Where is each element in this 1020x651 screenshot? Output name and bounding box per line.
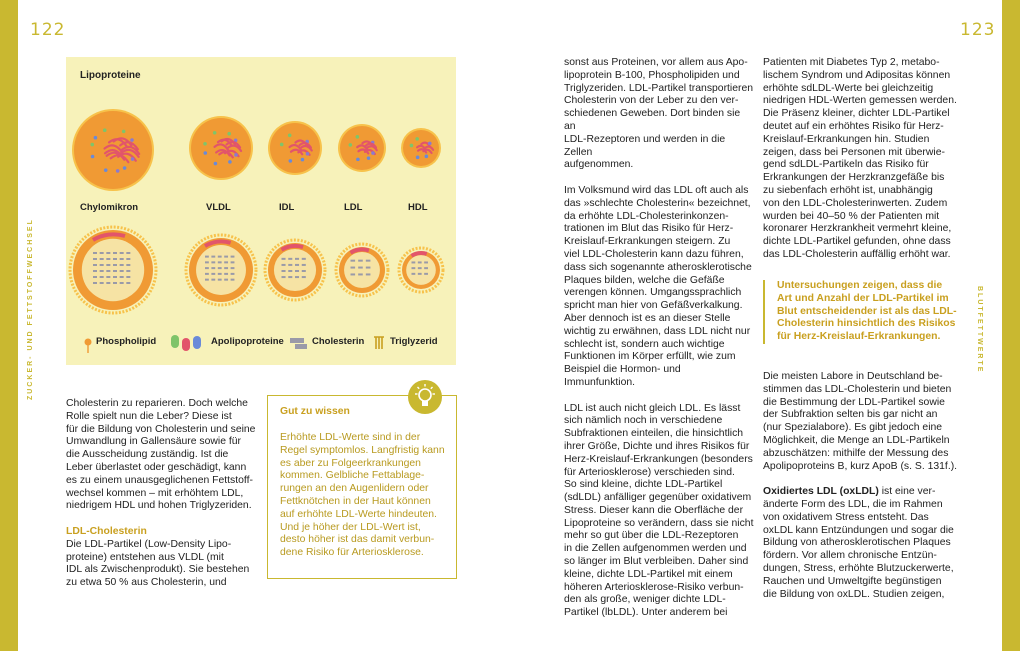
text-line: Kreislauf-Erkrankungen steigern. Zu — [564, 236, 731, 248]
cholesterol-icon — [295, 344, 307, 349]
text-line: niedrigen HDL-Werten gemessen werden. — [763, 95, 957, 107]
text-line: spricht man hier von Gefäßverkalkung. — [564, 300, 743, 312]
hdl-core — [406, 255, 436, 285]
text-line: schiedenen Geweben. Dort binden sie an — [564, 108, 741, 132]
text-line: lischem Syndrom und Adipositas können — [763, 69, 951, 81]
vldl-cholesterol — [211, 279, 215, 281]
chylomikron-cholesterol — [113, 270, 117, 272]
text-line: die Bildung von oxLDL. Studien zeigen, — [763, 588, 945, 600]
idl-surface-dot — [301, 158, 305, 162]
chylomikron-surface-dot — [130, 138, 134, 142]
hdl-cholesterol — [424, 273, 428, 275]
idl-cholesterol — [302, 264, 306, 266]
chylomikron-cholesterol — [126, 252, 130, 254]
chylomikron-cholesterol — [106, 276, 110, 278]
text-line: dichte LDL-Partikel gefunden, ohne dass — [763, 236, 951, 248]
chylomikron-cholesterol — [113, 282, 117, 284]
legend-apolipoproteine: Apolipoproteine — [211, 336, 284, 347]
idl-cholesterol — [282, 276, 286, 278]
column-2-text — [564, 57, 754, 620]
text-line: so länger im Blut verbleiben. Daher sind — [564, 556, 749, 568]
text-line: Möglichkeit, die Menge an LDL-Partikeln — [763, 434, 950, 446]
chylomikron-cholesterol — [106, 282, 110, 284]
triglyceride-icon — [374, 337, 384, 349]
chylomikron-cholesterol — [120, 258, 124, 260]
ldl-cholesterol — [351, 260, 356, 262]
text-line: Aber dennoch ist es an dieser Stelle — [564, 312, 731, 324]
vldl-cholesterol — [224, 273, 228, 275]
vldl-cholesterol — [231, 261, 235, 263]
figure-title: Lipoproteine — [80, 70, 141, 81]
vldl-cholesterol — [205, 279, 209, 281]
text-line: Rolle spielt nun die Leber? Diese ist — [66, 410, 232, 422]
text-line: proteine) entstehen aus VLDL (mit — [66, 551, 224, 563]
text-line: Blut entscheidender ist als das LDL- — [777, 305, 957, 317]
chylomikron-cholesterol — [93, 264, 97, 266]
vldl-cholesterol — [211, 267, 215, 269]
text-line: stimmen das LDL-Cholesterin und bieten — [763, 383, 952, 395]
text-line: zeigen, dass bei Personen mit überwie- — [763, 146, 945, 158]
text-line: (sdLDL) anfälliger gegenüber oxidativem — [564, 492, 752, 504]
chylomikron-cholesterol — [93, 252, 97, 254]
apolipoprotein-icon — [193, 336, 201, 349]
info-box-line: Und je höher der LDL-Wert ist, — [280, 521, 421, 533]
legend-cholesterin: Cholesterin — [312, 336, 365, 347]
text-line: Triglyzeriden. LDL-Partikel transportieren — [564, 82, 754, 94]
text-line: IDL als Zwischenprodukt). Sie bestehen — [66, 564, 250, 576]
hdl-surface-dot — [425, 155, 429, 159]
left-section-label: ZUCKER- UND FETTSTOFFWECHSEL — [27, 218, 34, 400]
chylomikron-surface-dot — [122, 130, 126, 134]
hdl-surface-dot — [428, 142, 432, 146]
ldl-surface-dot — [356, 135, 360, 139]
ldl-cholesterin-heading: LDL-Cholesterin — [66, 525, 147, 537]
text-line: Beispiel die Hormon- und Immunfunktion. — [564, 364, 681, 388]
idl-cholesterol — [282, 264, 286, 266]
vldl-cholesterol — [224, 256, 228, 258]
text-line: gend sdLDL-Partikeln das Risiko für — [763, 159, 929, 171]
idl-cholesterol — [288, 264, 292, 266]
column-1-text — [66, 398, 256, 590]
vldl-cholesterol — [231, 256, 235, 258]
hdl-cholesterol — [424, 267, 428, 269]
idl-surface-dot — [288, 134, 292, 138]
chylomikron-cholesterol — [120, 276, 124, 278]
idl-cholesterol — [295, 276, 299, 278]
vldl-cholesterol — [231, 279, 235, 281]
vldl-cholesterol — [205, 273, 209, 275]
chylomikron-cholesterol — [120, 252, 124, 254]
chylomikron-cholesterol — [100, 282, 104, 284]
vldl-cholesterol — [218, 273, 222, 275]
ldl-surface-dot — [367, 156, 371, 160]
text-line: Kreislauf-Erkrankungen hin. Studien — [763, 133, 930, 145]
label-ldl: LDL — [344, 202, 363, 213]
text-line: (nur Spezialabore). Es gibt jedoch eine — [763, 422, 943, 434]
hdl-surface-dot — [415, 137, 419, 141]
text-line: So sind kleine, dichte LDL-Partikel — [564, 479, 723, 491]
vldl-surface-dot — [234, 153, 238, 157]
vldl-cholesterol — [205, 267, 209, 269]
text-line: Herz-Kreislauf-Erkrankungen (besonders — [564, 453, 753, 465]
text-line: sonst aus Proteinen, vor allem aus Apo- — [564, 57, 748, 68]
text-line: in die Zellen aufgenommen werden und — [564, 543, 747, 555]
info-box — [267, 395, 457, 579]
chylomikron-cholesterol — [120, 270, 124, 272]
ldl-cholesterol — [351, 273, 356, 275]
text-line: lipoprotein B-100, Phospholipiden und — [564, 69, 740, 81]
phospholipid-icon — [85, 339, 92, 346]
right-color-bar — [1002, 0, 1020, 651]
text-line: änderte Form des LDL, die im Rahmen — [763, 498, 943, 510]
chylomikron-cholesterol — [106, 258, 110, 260]
text-line: für die Bildung von Cholesterin und seine — [66, 423, 256, 435]
ldl-core — [344, 252, 380, 288]
chylomikron-cholesterol — [120, 264, 124, 266]
right-page-number: 123 — [960, 20, 996, 40]
chylomikron-surface-dot — [131, 157, 135, 161]
text-line: die Bestimmung der LDL-Partikel sowie — [763, 396, 945, 408]
idl-surface-dot — [306, 152, 310, 156]
ldl-cholesterol — [358, 273, 363, 275]
vldl-cholesterol — [224, 279, 228, 281]
label-vldl: VLDL — [206, 202, 231, 213]
text-line: das LDL-Cholesterin auffällig erhöht war. — [763, 248, 951, 260]
idl-outer-particle — [270, 123, 320, 173]
idl-cholesterol — [295, 258, 299, 260]
ldl-cholesterol — [351, 267, 356, 269]
text-line: Cholesterin zu reparieren. Doch welche — [66, 398, 248, 409]
oxldl-paragraph-start — [763, 486, 963, 499]
chylomikron-surface-dot — [91, 155, 95, 159]
text-line: Apolipoproteins B, kurz ApoB (s. S. 131f.). — [763, 460, 958, 472]
pull-quote — [763, 280, 977, 344]
col3a-paragraph — [763, 57, 963, 262]
info-box-line: desto höher ist das damit verbun- — [280, 534, 435, 546]
legend-phospholipid: Phospholipid — [96, 336, 157, 347]
oxldl-heading-rest: ist eine ver- — [878, 486, 936, 498]
label-idl: IDL — [279, 202, 295, 213]
text-line: der Subfraktion selten bis gar nicht an — [763, 409, 938, 421]
column-3-text — [763, 57, 963, 262]
text-line: erhöhte sdLDL-Werte bei gleichzeitig — [763, 82, 934, 94]
text-line: schlecht ist, sondern auch wichtige — [564, 338, 725, 350]
chylomikron-cholesterol — [126, 258, 130, 260]
apolipoprotein-icon — [182, 338, 190, 351]
vldl-cholesterol — [205, 256, 209, 258]
vldl-cholesterol — [231, 267, 235, 269]
chylomikron-cholesterol — [126, 276, 130, 278]
text-line: dass sich sogenannte atherosklerotische — [564, 261, 752, 273]
chylomikron-cholesterol — [106, 270, 110, 272]
chylomikron-surface-dot — [103, 128, 107, 132]
info-box-body — [280, 432, 450, 560]
ldl-surface-dot — [349, 143, 353, 147]
text-line: Lipoproteine so verändern, dass sie nicht — [564, 517, 754, 529]
hdl-cholesterol — [418, 273, 422, 275]
vldl-outer-particle — [191, 118, 251, 178]
text-line: wichtig zu erwähnen, dass LDL nicht nur — [564, 325, 751, 337]
idl-surface-dot — [289, 159, 293, 163]
text-line: ihrer Größe, Dichte und ihres Risikos für — [564, 440, 750, 452]
text-line: kleine, dichte LDL-Partikel mit einem — [564, 568, 733, 580]
text-line: fördern. Vor allem chronische Entzün- — [763, 550, 937, 562]
col3c-paragraph — [763, 499, 963, 601]
vldl-cholesterol — [211, 273, 215, 275]
vldl-cholesterol — [231, 273, 235, 275]
info-box-line: Regel symptomlos. Langfristig kann — [280, 444, 445, 456]
text-line: Art und Anzahl der LDL-Partikel im — [777, 292, 949, 304]
legend-triglyzerid: Triglyzerid — [390, 336, 438, 347]
chylomikron-cholesterol — [113, 258, 117, 260]
ldl-outer-particle — [340, 126, 384, 170]
chylomikron-cholesterol — [100, 276, 104, 278]
ldl-cholesterol — [366, 267, 371, 269]
chylomikron-cholesterol — [113, 264, 117, 266]
vldl-surface-dot — [203, 142, 207, 146]
text-line: wechsel kommen – mit erhöhtem LDL, — [66, 487, 244, 499]
text-line: deutet auf ein erhöhtes Risiko für Herz- — [763, 120, 944, 132]
info-box-title: Gut zu wissen — [280, 406, 350, 417]
text-line: viel LDL-Cholesterin kann dazu führen, — [564, 248, 744, 260]
text-line: für Arteriosklerose) verschieden sind. — [564, 466, 735, 478]
hdl-cholesterol — [412, 261, 416, 263]
vldl-cholesterol — [218, 261, 222, 263]
text-line: sich nämlich noch in verschiedene — [564, 415, 723, 427]
vldl-cholesterol — [211, 256, 215, 258]
left-page-number: 122 — [30, 20, 66, 40]
chylomikron-surface-dot — [90, 143, 94, 147]
chylomikron-cholesterol — [113, 252, 117, 254]
chylomikron-cholesterol — [100, 258, 104, 260]
info-box-line: Erhöhte LDL-Werte sind in der — [280, 432, 421, 443]
chylomikron-cholesterol — [113, 276, 117, 278]
vldl-cholesterol — [224, 261, 228, 263]
text-line: die Ausscheidung zuständig. Ist die — [66, 449, 229, 461]
text-line: Bildung von atherosklerotischen Plaques — [763, 537, 951, 549]
chylomikron-cholesterol — [106, 264, 110, 266]
hdl-surface-dot — [416, 156, 420, 160]
ldl-cholesterol — [366, 273, 371, 275]
info-box-line: es aber zu Folgeerkrankungen — [280, 457, 421, 469]
ldl-cholesterol — [358, 260, 363, 262]
text-line: höheren Arteriosklerose-Risiko verbun- — [564, 581, 744, 593]
text-line: Rauchen und Umweltgifte begünstigen — [763, 575, 942, 587]
column-3-lower-text — [763, 371, 963, 601]
text-line: den als große, weniger dichte LDL- — [564, 594, 726, 606]
ldl-surface-dot — [371, 151, 375, 155]
text-line: Patienten mit Diabetes Typ 2, metabo- — [763, 57, 940, 68]
vldl-cholesterol — [211, 261, 215, 263]
text-line: Funktionen im Körper erfüllt, wie zum — [564, 351, 736, 363]
idl-cholesterol — [295, 264, 299, 266]
vldl-cholesterol — [218, 267, 222, 269]
vldl-surface-dot — [214, 162, 218, 166]
lipoprotein-figure — [66, 57, 456, 365]
text-line: Leber überlastet oder geschädigt, kann — [66, 461, 247, 473]
vldl-cholesterol — [205, 261, 209, 263]
text-line: zu etwa 50 % aus Cholesterin, und — [66, 577, 227, 589]
label-chylomikron: Chylomikron — [80, 202, 139, 213]
text-line: von den LDL-Cholesterinwerten. Zudem — [763, 197, 948, 209]
hdl-cholesterol — [412, 267, 416, 269]
info-box-line: dene Risiko für Arteriosklerose. — [280, 547, 424, 559]
text-line: niedrigem HDL und hohen Triglyzeriden. — [66, 500, 252, 512]
oxldl-heading: Oxidiertes LDL (oxLDL) — [763, 486, 879, 498]
ldl-cholesterol — [366, 260, 371, 262]
text-line: Partikel (lbLDL). Unter anderem bei — [564, 607, 728, 619]
text-line: Plaques bilden, welche die Gefäße — [564, 274, 725, 286]
info-box-line: rungen an den Augenlidern oder — [280, 483, 429, 495]
info-box-line: kommen. Gelbliche Fettablage- — [280, 470, 425, 482]
info-box-line: auf erhöhte LDL-Werte hindeuten. — [280, 508, 437, 520]
idl-cholesterol — [288, 270, 292, 272]
idl-cholesterol — [282, 258, 286, 260]
text-line: Im Volksmund wird das LDL oft auch als — [564, 184, 749, 196]
hdl-cholesterol — [412, 273, 416, 275]
text-line: trationen im Blut das Risiko für Herz- — [564, 223, 734, 235]
chylomikron-cholesterol — [126, 270, 130, 272]
text-line: verengen können. Umgangssprachlich — [564, 287, 742, 299]
cholesterol-icon — [290, 338, 304, 343]
vldl-core — [196, 245, 246, 295]
text-line: oxLDL kann Entzündungen und sogar die — [763, 524, 954, 536]
info-box-line: Fettknötchen in der Haut können — [280, 495, 431, 507]
hdl-surface-dot — [410, 144, 414, 148]
hdl-cholesterol — [418, 267, 422, 269]
idl-surface-dot — [280, 143, 284, 147]
text-line: Cholesterin hinsichtlich des Risikos — [777, 318, 956, 330]
text-line: von oxidativem Stress entsteht. Das — [763, 511, 929, 523]
text-line: aufgenommen. — [564, 159, 634, 171]
col3b-paragraph — [763, 371, 963, 473]
left-color-bar — [0, 0, 18, 651]
text-line: koronarer Herzkrankheit vermehrt kleine, — [763, 223, 952, 235]
idl-cholesterol — [288, 276, 292, 278]
idl-cholesterol — [302, 270, 306, 272]
apolipoprotein-icon — [171, 335, 179, 348]
chylomikron-surface-dot — [94, 136, 98, 140]
hdl-outer-particle — [403, 130, 439, 166]
col2a-paragraph — [564, 57, 754, 172]
idl-cholesterol — [302, 276, 306, 278]
right-section-label: BLUTFETTWERTE — [976, 286, 983, 374]
vldl-surface-dot — [203, 151, 207, 155]
vldl-surface-dot — [228, 160, 232, 164]
text-line: es zu einem unausgeglichenen Fettstoff- — [66, 474, 253, 486]
col1-paragraph — [66, 398, 256, 513]
text-line: Stress. Dieser kann die Oberfläche der — [564, 504, 744, 516]
text-line: abzuschätzen: mithilfe der Messung des — [763, 447, 949, 459]
text-line: zu siebenfach erhöht ist, unabhängig — [763, 184, 933, 196]
ldl-cholesterol — [358, 267, 363, 269]
vldl-cholesterol — [224, 267, 228, 269]
text-line: Subfraktionen einteilen, die hinsichtlich — [564, 428, 744, 440]
hdl-cholesterol — [418, 261, 422, 263]
chylomikron-cholesterol — [126, 282, 130, 284]
text-line: Erkrankungen der Herzkranzgefäße bis — [763, 172, 945, 184]
chylomikron-surface-dot — [123, 166, 127, 170]
chylomikron-cholesterol — [100, 264, 104, 266]
chylomikron-cholesterol — [100, 270, 104, 272]
chylomikron-cholesterol — [126, 264, 130, 266]
text-line: LDL-Rezeptoren und werden in die Zellen — [564, 133, 726, 158]
col1b-paragraph — [66, 539, 256, 590]
col2b-paragraph — [564, 185, 754, 390]
idl-cholesterol — [302, 258, 306, 260]
text-line: Cholesterin von der Leber zu den ver- — [564, 95, 739, 107]
vldl-cholesterol — [218, 256, 222, 258]
text-line: Die Präsenz kleiner, dichter LDL-Partikel — [763, 108, 950, 120]
lightbulb-icon — [408, 380, 442, 414]
text-line: mehr so gut über die LDL-Rezeptoren — [564, 530, 739, 542]
text-line: da erhöhte LDL-Cholesterinkonzen- — [564, 210, 729, 222]
text-line: wurden bei 40–50 % der Patienten mit — [763, 210, 940, 222]
chylomikron-surface-dot — [116, 169, 120, 173]
chylomikron-cholesterol — [120, 282, 124, 284]
text-line: Umwandlung in Gallensäure sowie für — [66, 436, 241, 448]
text-line: dungen, Stress, erhöhte Blutzuckerwerte, — [763, 562, 954, 574]
chylomikron-cholesterol — [93, 276, 97, 278]
label-hdl: HDL — [408, 202, 428, 213]
chylomikron-surface-dot — [104, 168, 108, 172]
col2c-paragraph — [564, 403, 754, 621]
vldl-cholesterol — [218, 279, 222, 281]
text-line: Die meisten Labore in Deutschland be- — [763, 371, 943, 382]
vldl-surface-dot — [227, 132, 231, 136]
text-line: für Herz-Kreislauf-Erkrankungen. — [777, 331, 941, 343]
idl-cholesterol — [282, 270, 286, 272]
vldl-surface-dot — [213, 131, 217, 135]
chylomikron-cholesterol — [93, 270, 97, 272]
idl-cholesterol — [288, 258, 292, 260]
idl-cholesterol — [295, 270, 299, 272]
hdl-cholesterol — [424, 261, 428, 263]
chylomikron-cholesterol — [93, 282, 97, 284]
chylomikron-cholesterol — [100, 252, 104, 254]
text-line: das »schlechte Cholesterin« bezeichnet, — [564, 197, 751, 209]
chylomikron-cholesterol — [106, 252, 110, 254]
text-line: LDL ist auch nicht gleich LDL. Es lässt — [564, 402, 741, 414]
text-line: Die LDL-Partikel (Low-Density Lipo- — [66, 538, 232, 550]
chylomikron-cholesterol — [93, 258, 97, 260]
ldl-surface-dot — [356, 158, 360, 162]
text-line: Untersuchungen zeigen, dass die — [777, 280, 943, 291]
